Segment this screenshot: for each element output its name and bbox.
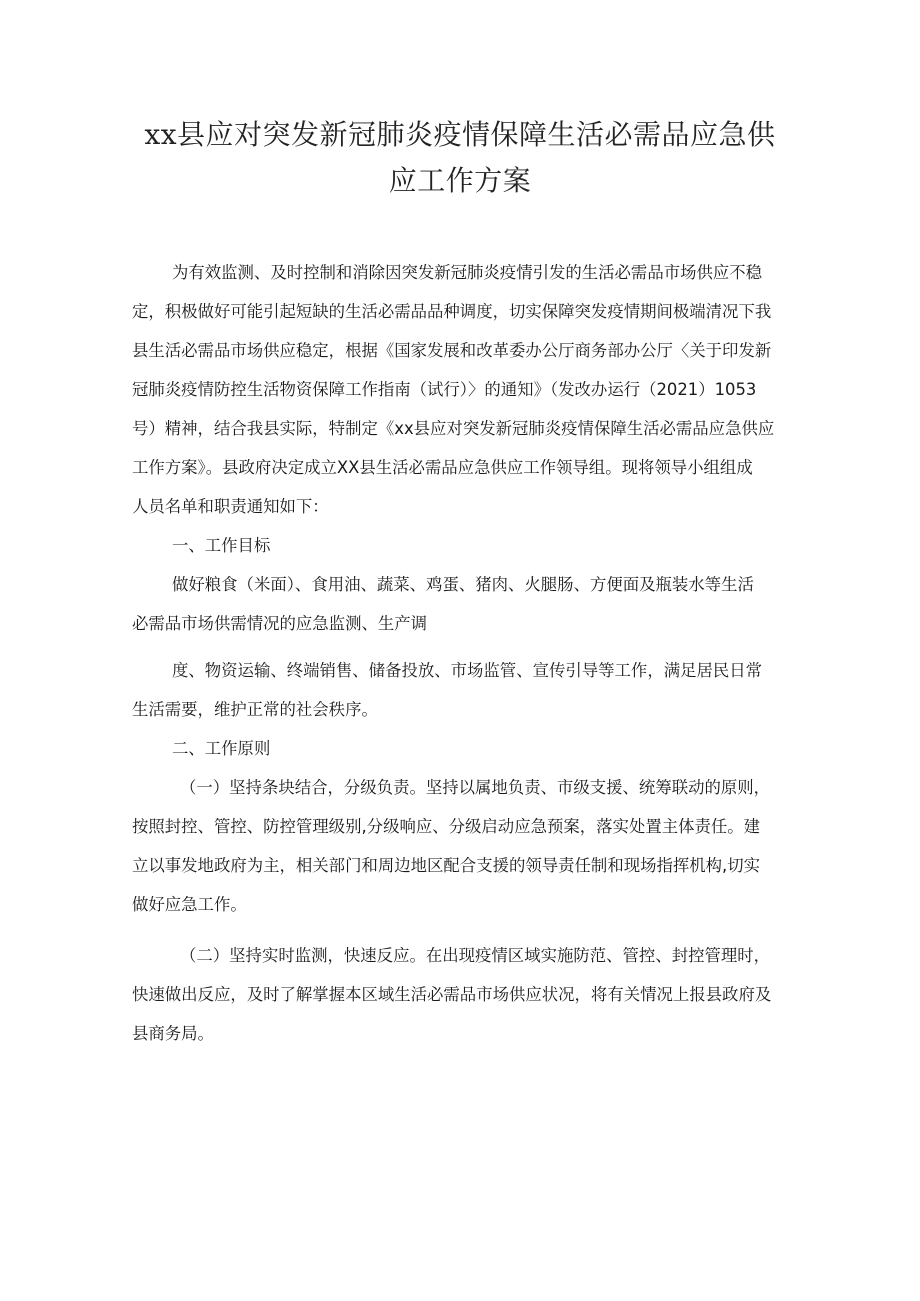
text-line: 快速做出反应，及时了解掌握本区域生活必需品市场供应状况，将有关情况上报县政府及 — [132, 985, 772, 1004]
text-line: 做好应急工作。 — [132, 895, 247, 914]
text-line: 定，积极做好可能引起短缺的生活必需品品种调度，切实保障突发疫情期间极端清况下我 — [132, 302, 772, 321]
document-body — [132, 253, 792, 1053]
text-line: 人员名单和职责通知如下： — [132, 497, 329, 516]
goal-paragraph-a — [132, 565, 792, 643]
text-line: 冠肺炎疫情防控生活物资保障工作指南（试行）〉的通知》（发改办运行（2021）1053 — [132, 380, 757, 399]
text-line: 工作方案》。县政府决定成立XX县生活必需品应急供应工作领导组。现将领导小组组成 — [132, 458, 753, 477]
document-title — [100, 112, 820, 204]
text-line: 县商务局。 — [132, 1024, 214, 1043]
principle-paragraph-2 — [132, 936, 792, 1053]
title-line: xx县应对突发新冠肺炎疫情保障生活必需品应急供 — [144, 118, 776, 151]
goal-paragraph-b — [132, 651, 792, 729]
intro-paragraph — [132, 253, 792, 526]
text-line: 为有效监测、及时控制和消除因突发新冠肺炎疫情引发的生活必需品市场供应不稳 — [172, 263, 763, 282]
text-line: 必需品市场供需情况的应急监测、生产调 — [132, 614, 428, 633]
section-heading-principles: 二、工作原则 — [172, 739, 271, 758]
text-line: 立以事发地政府为主，相关部门和周边地区配合支援的领导责任制和现场指挥机构,切实 — [132, 856, 761, 875]
principle-paragraph-1 — [132, 768, 792, 924]
text-line: （二）坚持实时监测，快速反应。在出现疫情区域实施防范、管控、封控管理时， — [180, 946, 771, 965]
text-line: 生活需要，维护正常的社会秩序。 — [132, 700, 378, 719]
text-line: 度、物资运输、终端销售、储备投放、市场监管、宣传引导等工作，满足居民日常 — [172, 661, 763, 680]
text-line: 做好粮食（米面）、食用油、蔬菜、鸡蛋、猪肉、火腿肠、方便面及瓶装水等生活 — [172, 575, 754, 594]
text-line: 按照封控、管控、防控管理级别,分级响应、分级启动应急预案，落实处置主体责任。建 — [132, 817, 761, 836]
text-line: 县生活必需品市场供应稳定，根据《国家发展和改革委办公厅商务部办公厅〈关于印发新 — [132, 341, 772, 360]
section-heading-goals: 一、工作目标 — [172, 536, 271, 555]
text-line: （一）坚持条块结合，分级负责。坚持以属地负责、市级支援、统筹联动的原则， — [180, 778, 771, 797]
text-line: 号）精神，结合我县实际，特制定《xx县应对突发新冠肺炎疫情保障生活必需品应急供应 — [132, 419, 775, 438]
title-line: 应工作方案 — [388, 164, 532, 197]
